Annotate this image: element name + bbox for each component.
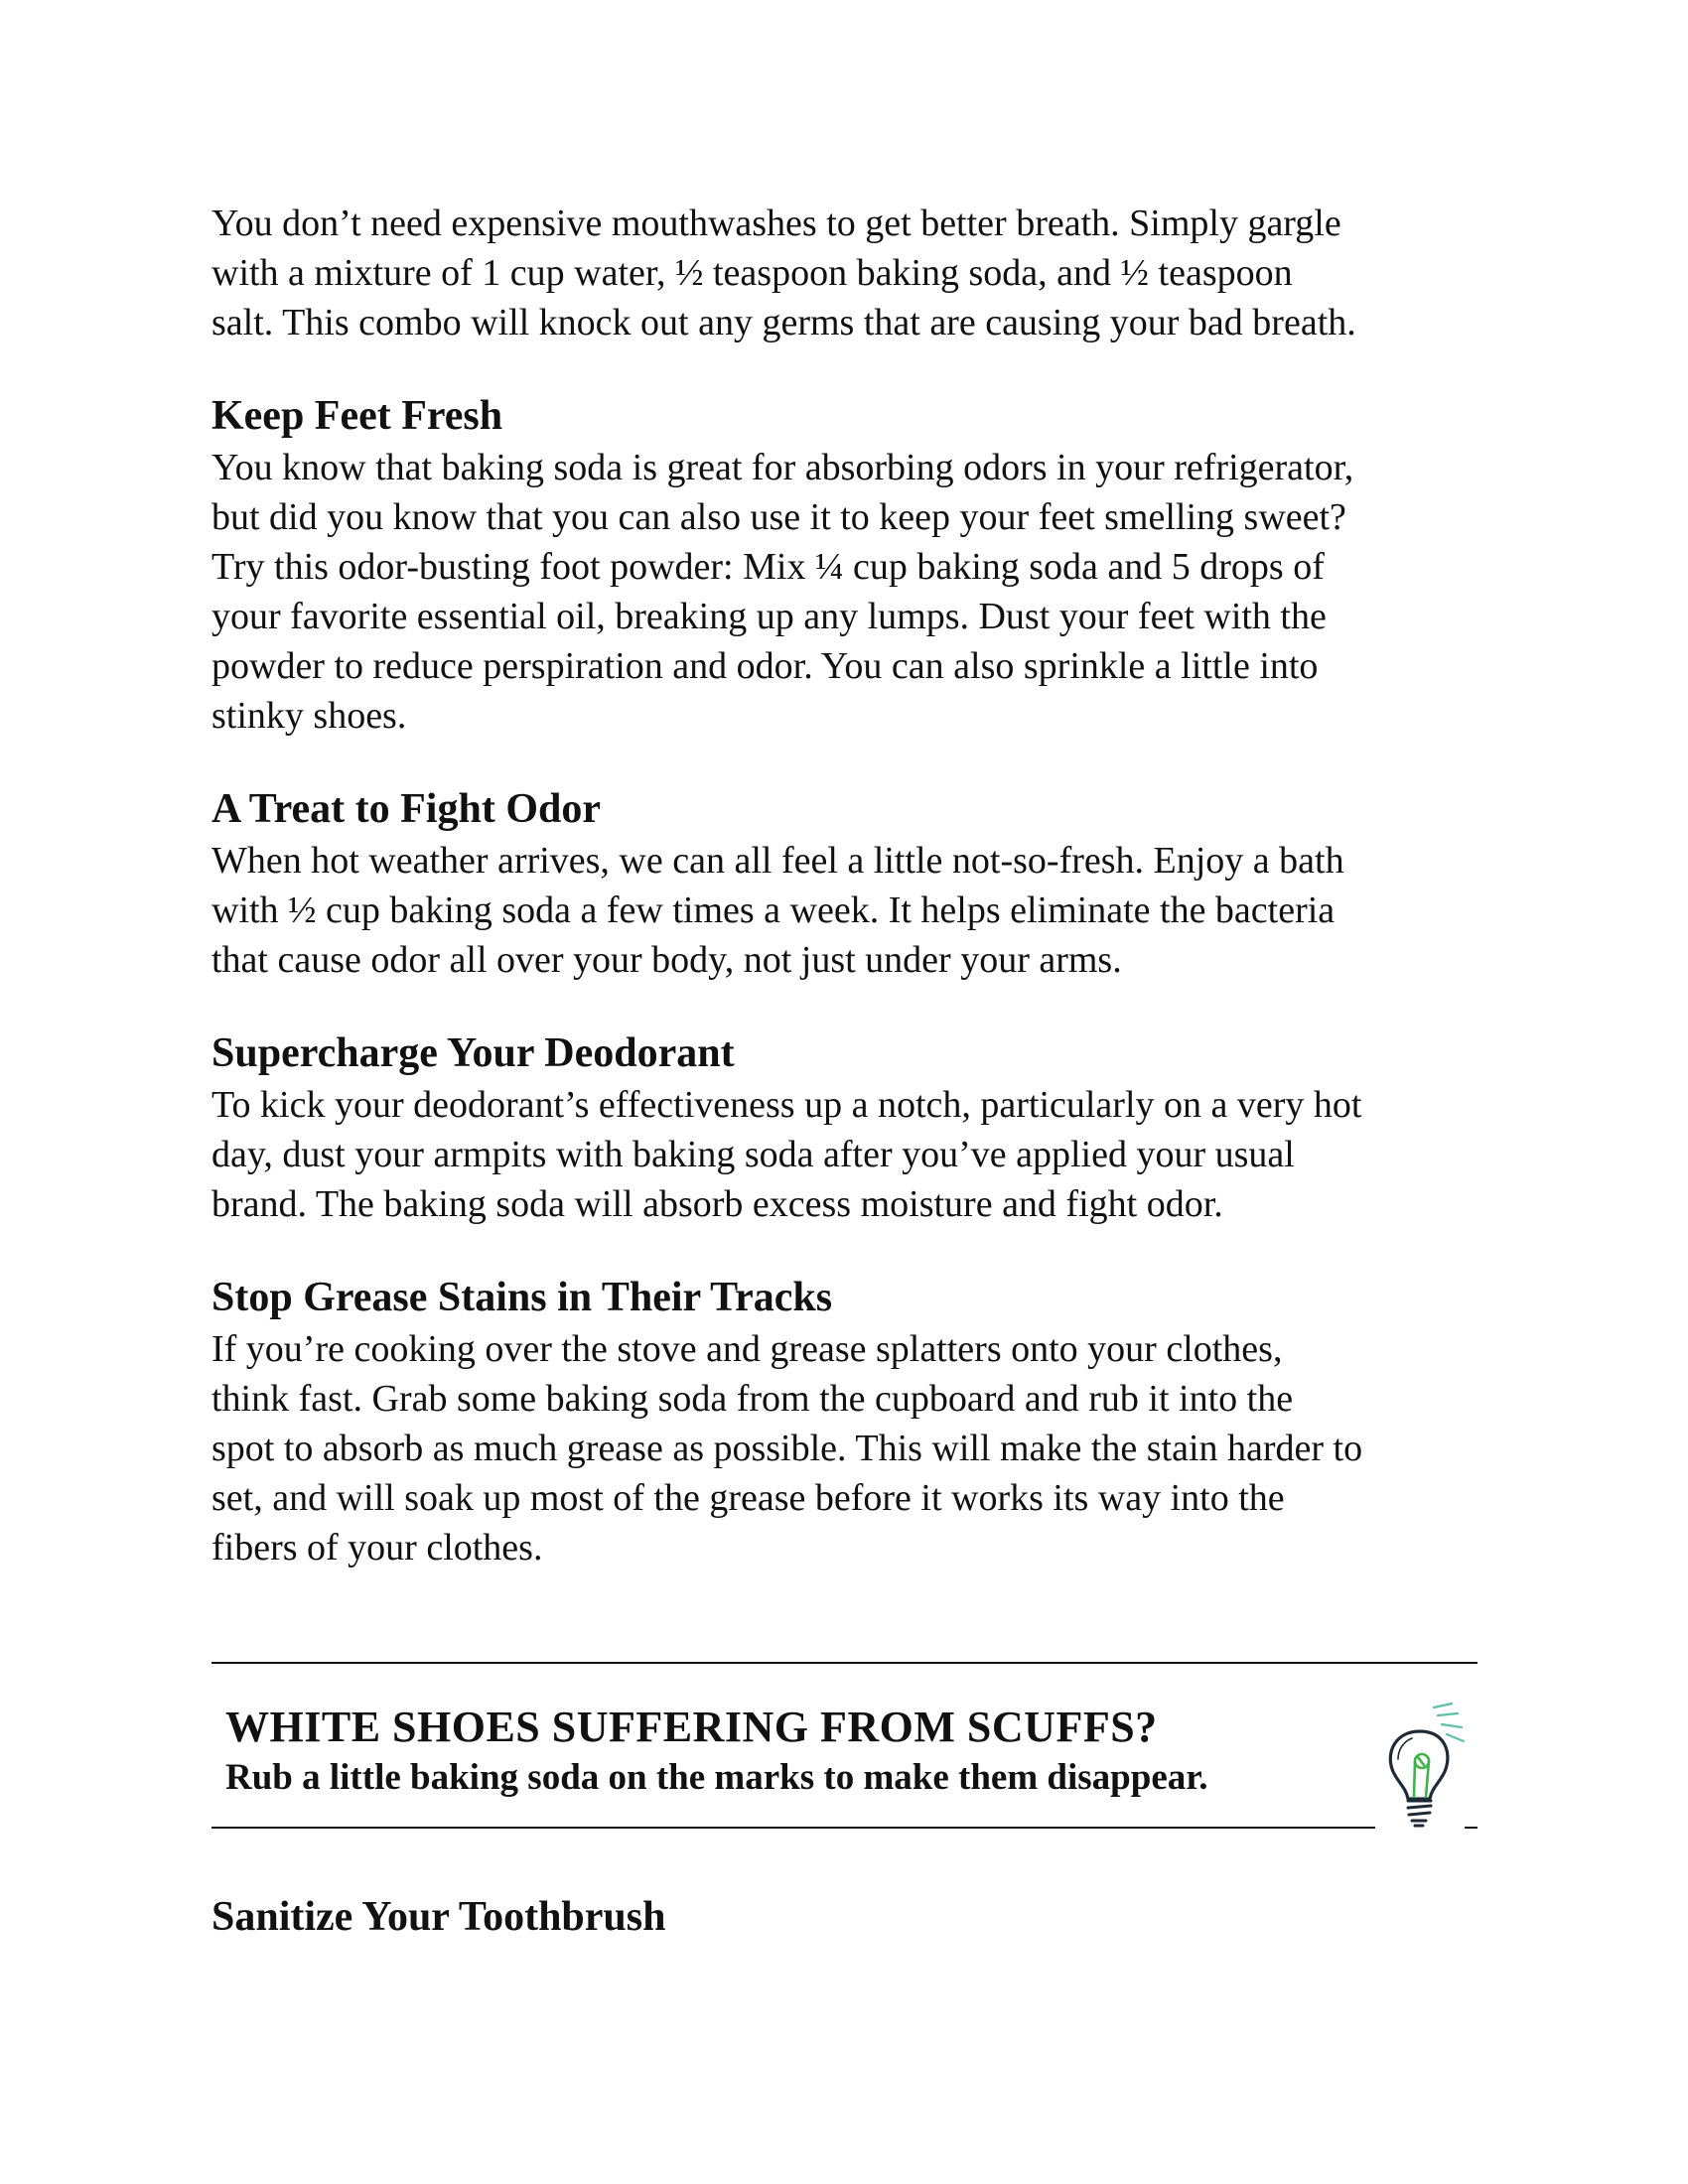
tip-title: WHITE SHOES SUFFERING FROM SCUFFS?	[225, 1703, 1158, 1751]
section-paragraph: If you’re cooking over the stove and grease splatters onto your clothes, think fast. Grab some baking soda from the cupboard and rub it into the spot to absorb as much grease as possible. This will make the stain harder to set, and will soak up most of the grease before it works its way into the fibers of your clothes.	[211, 1328, 1363, 1569]
intro-paragraph: You don’t need expensive mouthwashes to get better breath. Simply gargle with a mixture of 1 cup water, ½ teaspoon baking soda, and ½ teaspoon salt. This combo will knock out any germs that are causing your bad breath.	[211, 203, 1356, 343]
section-supercharge-deodorant	[211, 1026, 1477, 1229]
lightbulb-icon	[1368, 1702, 1477, 1831]
article-body	[211, 199, 1477, 1572]
section-paragraph: When hot weather arrives, we can all feel a little not-so-fresh. Enjoy a bath with ½ cup baking soda a few times a week. It helps eliminate the bacteria that cause odor all over your body, not just under your arms.	[211, 840, 1344, 981]
tip-divider-bottom	[211, 1827, 1375, 1829]
tip-divider-top	[211, 1662, 1477, 1664]
section-keep-feet-fresh	[211, 389, 1477, 741]
section-paragraph: You know that baking soda is great for absorbing odors in your refrigerator, but did you know that you can also use it to keep your feet smelling sweet? Try this odor-busting foot powder: Mix ¼ cup baking soda and 5 drops of your favorite essential oil, breaking up any lumps. Dust your feet with the powder to reduce perspiration and odor. You can also sprinkle a little into stinky shoes.	[211, 447, 1354, 737]
section-heading: Stop Grease Stains in Their Tracks	[211, 1275, 833, 1320]
section-treat-fight-odor	[211, 782, 1477, 985]
section-sanitize-toothbrush	[211, 1890, 1477, 1944]
section-stop-grease-stains	[211, 1271, 1477, 1572]
tip-callout	[211, 1662, 1477, 1829]
section-heading: Sanitize Your Toothbrush	[211, 1894, 666, 1940]
section-paragraph: To kick your deodorant’s effectiveness up a notch, particularly on a very hot day, dust your armpits with baking soda after you’ve applied your usual brand. The baking soda will absorb excess moisture and fight odor.	[211, 1084, 1362, 1225]
section-heading: A Treat to Fight Odor	[211, 786, 601, 832]
tip-text: Rub a little baking soda on the marks to make them disappear.	[225, 1757, 1208, 1798]
section-heading: Keep Feet Fresh	[211, 393, 503, 439]
section-heading: Supercharge Your Deodorant	[211, 1030, 735, 1076]
